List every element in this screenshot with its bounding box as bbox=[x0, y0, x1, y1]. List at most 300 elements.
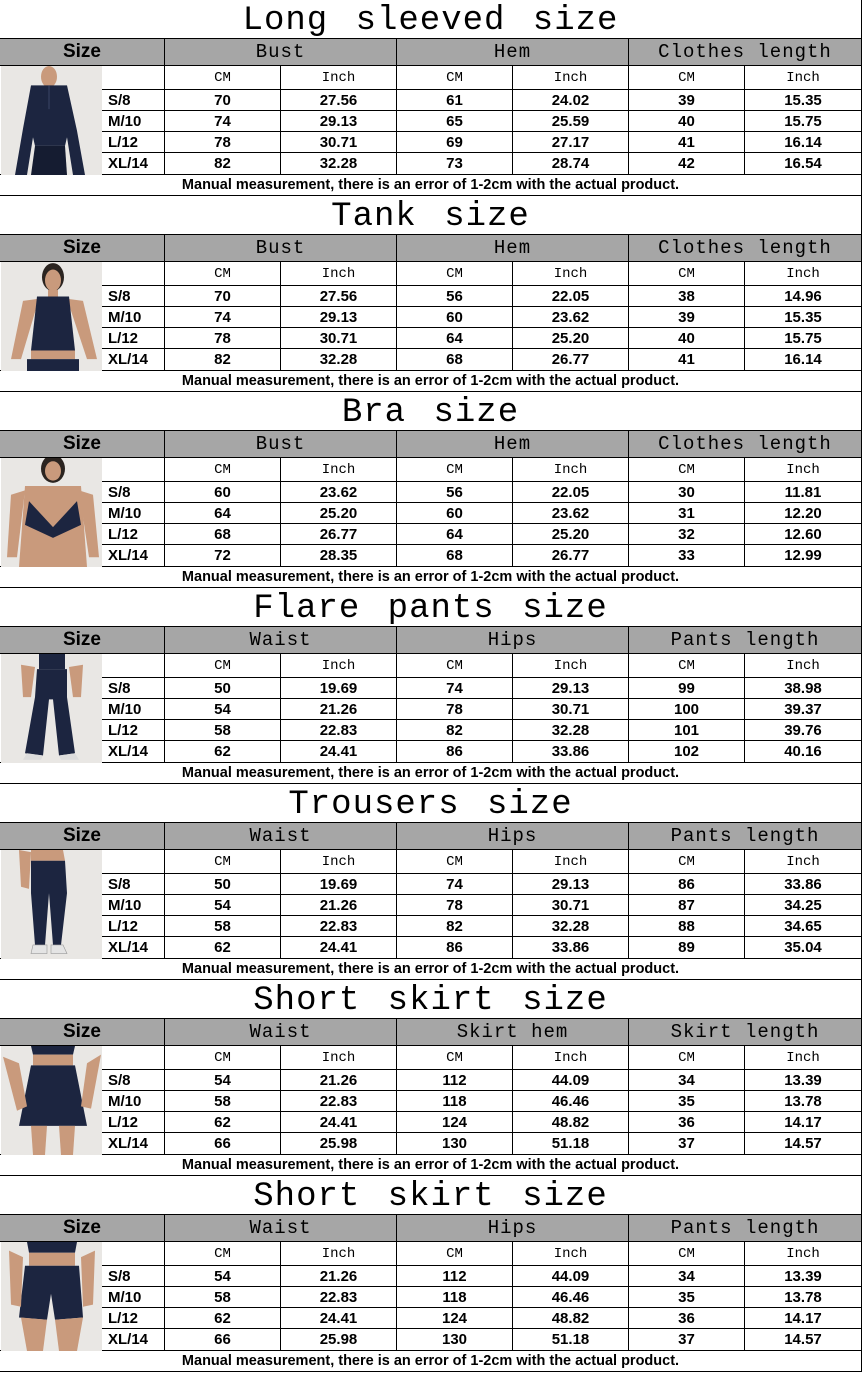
unit-header: CM bbox=[628, 457, 745, 482]
measurement-cell: 72 bbox=[164, 544, 281, 567]
measurement-cell: 34.65 bbox=[744, 915, 862, 937]
measurement-cell: 16.54 bbox=[744, 152, 862, 175]
size-cell: M/10 bbox=[101, 502, 165, 524]
measurement-note: Manual measurement, there is an error of 1-2cm with the actual product. bbox=[0, 958, 862, 980]
measurement-cell: 86 bbox=[628, 873, 745, 895]
measurement-cell: 30.71 bbox=[512, 698, 629, 720]
measurement-cell: 51.18 bbox=[512, 1132, 629, 1155]
unit-header: Inch bbox=[512, 1241, 629, 1266]
size-header: Size bbox=[0, 626, 165, 654]
measurement-cell: 25.20 bbox=[512, 327, 629, 349]
unit-header: Inch bbox=[744, 65, 862, 90]
unit-header: Inch bbox=[744, 261, 862, 286]
measurement-cell: 14.17 bbox=[744, 1307, 862, 1329]
measurement-cell: 34 bbox=[628, 1069, 745, 1091]
measurement-cell: 26.77 bbox=[512, 348, 629, 371]
measurement-cell: 25.98 bbox=[280, 1328, 397, 1351]
measurement-cell: 62 bbox=[164, 740, 281, 763]
size-cell: S/8 bbox=[101, 873, 165, 895]
size-cell: M/10 bbox=[101, 1090, 165, 1112]
measurement-cell: 27.56 bbox=[280, 89, 397, 111]
measurement-cell: 60 bbox=[396, 502, 513, 524]
measurement-cell: 58 bbox=[164, 1090, 281, 1112]
measurement-cell: 54 bbox=[164, 894, 281, 916]
tank-top-photo bbox=[1, 262, 102, 371]
size-cell: XL/14 bbox=[101, 152, 165, 175]
measurement-cell: 30.71 bbox=[512, 894, 629, 916]
measurement-cell: 60 bbox=[396, 306, 513, 328]
measurement-note: Manual measurement, there is an error of 1-2cm with the actual product. bbox=[0, 1154, 862, 1176]
size-cell-blank bbox=[101, 261, 165, 286]
measurement-cell: 35.04 bbox=[744, 936, 862, 959]
measurement-cell: 15.75 bbox=[744, 327, 862, 349]
measurement-cell: 78 bbox=[396, 894, 513, 916]
measurement-cell: 29.13 bbox=[512, 677, 629, 699]
unit-header: Inch bbox=[512, 849, 629, 874]
section-title: Short skirt size bbox=[0, 1175, 862, 1215]
measurement-cell: 25.59 bbox=[512, 110, 629, 132]
measurement-cell: 22.83 bbox=[280, 1286, 397, 1308]
unit-header: CM bbox=[628, 1045, 745, 1070]
measurement-cell: 29.13 bbox=[280, 306, 397, 328]
bra-photo bbox=[1, 458, 102, 567]
size-cell-blank bbox=[101, 65, 165, 90]
measurement-cell: 34 bbox=[628, 1265, 745, 1287]
measure-group-header: Clothes length bbox=[628, 430, 862, 458]
size-cell: XL/14 bbox=[101, 936, 165, 959]
measurement-cell: 74 bbox=[164, 110, 281, 132]
size-cell: XL/14 bbox=[101, 1328, 165, 1351]
size-header: Size bbox=[0, 1214, 165, 1242]
measure-group-header: Skirt hem bbox=[396, 1018, 629, 1046]
measurement-cell: 58 bbox=[164, 915, 281, 937]
measurement-cell: 12.60 bbox=[744, 523, 862, 545]
measurement-cell: 30.71 bbox=[280, 327, 397, 349]
measurement-cell: 33 bbox=[628, 544, 745, 567]
size-cell-blank bbox=[101, 457, 165, 482]
measurement-cell: 42 bbox=[628, 152, 745, 175]
measurement-cell: 61 bbox=[396, 89, 513, 111]
measurement-cell: 13.78 bbox=[744, 1286, 862, 1308]
measurement-cell: 54 bbox=[164, 698, 281, 720]
unit-header: Inch bbox=[744, 1045, 862, 1070]
unit-header: Inch bbox=[280, 1045, 397, 1070]
measurement-cell: 14.57 bbox=[744, 1132, 862, 1155]
measurement-cell: 30.71 bbox=[280, 131, 397, 153]
measurement-note: Manual measurement, there is an error of 1-2cm with the actual product. bbox=[0, 1350, 862, 1372]
measurement-cell: 68 bbox=[396, 544, 513, 567]
measurement-cell: 37 bbox=[628, 1132, 745, 1155]
size-table-section bbox=[0, 980, 862, 1176]
measurement-cell: 28.35 bbox=[280, 544, 397, 567]
flare-pants-photo bbox=[1, 654, 102, 763]
measurement-cell: 74 bbox=[164, 306, 281, 328]
unit-header: Inch bbox=[512, 1045, 629, 1070]
size-cell: M/10 bbox=[101, 110, 165, 132]
measurement-cell: 102 bbox=[628, 740, 745, 763]
measurement-cell: 12.99 bbox=[744, 544, 862, 567]
unit-header: Inch bbox=[744, 653, 862, 678]
measurement-cell: 34.25 bbox=[744, 894, 862, 916]
measurement-cell: 23.62 bbox=[512, 306, 629, 328]
measurement-cell: 15.35 bbox=[744, 89, 862, 111]
measure-group-header: Bust bbox=[164, 430, 397, 458]
size-cell: S/8 bbox=[101, 677, 165, 699]
measurement-cell: 14.17 bbox=[744, 1111, 862, 1133]
size-cell: M/10 bbox=[101, 894, 165, 916]
size-table-section bbox=[0, 196, 862, 392]
measurement-cell: 32.28 bbox=[280, 152, 397, 175]
size-table-section bbox=[0, 392, 862, 588]
size-cell: S/8 bbox=[101, 89, 165, 111]
measure-group-header: Hem bbox=[396, 234, 629, 262]
size-cell: L/12 bbox=[101, 523, 165, 545]
measurement-cell: 25.98 bbox=[280, 1132, 397, 1155]
unit-header: CM bbox=[164, 653, 281, 678]
measurement-cell: 70 bbox=[164, 285, 281, 307]
size-header: Size bbox=[0, 430, 165, 458]
measurement-cell: 56 bbox=[396, 285, 513, 307]
measurement-cell: 21.26 bbox=[280, 1265, 397, 1287]
measurement-cell: 44.09 bbox=[512, 1265, 629, 1287]
long-sleeve-top-photo bbox=[1, 66, 102, 175]
measurement-cell: 23.62 bbox=[280, 481, 397, 503]
measurement-cell: 39 bbox=[628, 89, 745, 111]
measurement-cell: 35 bbox=[628, 1090, 745, 1112]
measurement-cell: 68 bbox=[164, 523, 281, 545]
section-title: Long sleeved size bbox=[0, 0, 862, 39]
measurement-cell: 118 bbox=[396, 1286, 513, 1308]
measurement-cell: 62 bbox=[164, 1111, 281, 1133]
section-title: Bra size bbox=[0, 391, 862, 431]
measurement-cell: 70 bbox=[164, 89, 281, 111]
size-cell: L/12 bbox=[101, 1111, 165, 1133]
measurement-cell: 60 bbox=[164, 481, 281, 503]
measurement-cell: 112 bbox=[396, 1069, 513, 1091]
measurement-cell: 33.86 bbox=[512, 936, 629, 959]
measurement-cell: 89 bbox=[628, 936, 745, 959]
measurement-cell: 26.77 bbox=[280, 523, 397, 545]
size-table-section bbox=[0, 0, 862, 196]
measure-group-header: Hem bbox=[396, 430, 629, 458]
unit-header: Inch bbox=[280, 1241, 397, 1266]
unit-header: CM bbox=[628, 653, 745, 678]
measurement-cell: 66 bbox=[164, 1132, 281, 1155]
unit-header: Inch bbox=[512, 65, 629, 90]
measurement-cell: 24.41 bbox=[280, 1307, 397, 1329]
unit-header: CM bbox=[164, 457, 281, 482]
unit-header: CM bbox=[164, 261, 281, 286]
measurement-cell: 31 bbox=[628, 502, 745, 524]
short-skirt-photo bbox=[1, 1046, 102, 1155]
size-cell: L/12 bbox=[101, 719, 165, 741]
measurement-cell: 78 bbox=[164, 131, 281, 153]
measure-group-header: Bust bbox=[164, 38, 397, 66]
measurement-cell: 27.56 bbox=[280, 285, 397, 307]
measurement-cell: 32 bbox=[628, 523, 745, 545]
section-title: Flare pants size bbox=[0, 587, 862, 627]
measurement-cell: 54 bbox=[164, 1069, 281, 1091]
measurement-cell: 66 bbox=[164, 1328, 281, 1351]
measure-group-header: Pants length bbox=[628, 626, 862, 654]
measurement-cell: 28.74 bbox=[512, 152, 629, 175]
measurement-cell: 65 bbox=[396, 110, 513, 132]
shorts-photo bbox=[1, 1242, 102, 1351]
measurement-cell: 40.16 bbox=[744, 740, 862, 763]
measure-group-header: Hips bbox=[396, 822, 629, 850]
measurement-cell: 64 bbox=[396, 523, 513, 545]
measurement-cell: 22.83 bbox=[280, 719, 397, 741]
unit-header: Inch bbox=[280, 261, 397, 286]
measurement-cell: 112 bbox=[396, 1265, 513, 1287]
unit-header: Inch bbox=[280, 849, 397, 874]
unit-header: CM bbox=[164, 1241, 281, 1266]
measurement-cell: 68 bbox=[396, 348, 513, 371]
trousers-photo bbox=[1, 850, 102, 959]
measurement-cell: 13.39 bbox=[744, 1069, 862, 1091]
size-header: Size bbox=[0, 822, 165, 850]
unit-header: CM bbox=[396, 1241, 513, 1266]
unit-header: CM bbox=[396, 261, 513, 286]
measurement-cell: 32.28 bbox=[512, 915, 629, 937]
measurement-cell: 33.86 bbox=[744, 873, 862, 895]
measure-group-header: Waist bbox=[164, 822, 397, 850]
measurement-cell: 21.26 bbox=[280, 698, 397, 720]
size-header: Size bbox=[0, 1018, 165, 1046]
size-cell-blank bbox=[101, 1241, 165, 1266]
unit-header: CM bbox=[628, 849, 745, 874]
measure-group-header: Bust bbox=[164, 234, 397, 262]
measurement-cell: 58 bbox=[164, 719, 281, 741]
measurement-cell: 21.26 bbox=[280, 1069, 397, 1091]
measure-group-header: Waist bbox=[164, 1214, 397, 1242]
size-cell: M/10 bbox=[101, 306, 165, 328]
unit-header: CM bbox=[396, 457, 513, 482]
measurement-cell: 22.05 bbox=[512, 481, 629, 503]
measurement-cell: 86 bbox=[396, 740, 513, 763]
measurement-cell: 38.98 bbox=[744, 677, 862, 699]
unit-header: CM bbox=[396, 1045, 513, 1070]
size-cell-blank bbox=[101, 653, 165, 678]
measurement-cell: 19.69 bbox=[280, 677, 397, 699]
size-table-section bbox=[0, 784, 862, 980]
unit-header: Inch bbox=[280, 653, 397, 678]
size-cell: XL/14 bbox=[101, 348, 165, 371]
measurement-cell: 15.35 bbox=[744, 306, 862, 328]
measure-group-header: Clothes length bbox=[628, 38, 862, 66]
unit-header: Inch bbox=[744, 457, 862, 482]
section-title: Trousers size bbox=[0, 783, 862, 823]
unit-header: CM bbox=[628, 65, 745, 90]
measurement-cell: 50 bbox=[164, 873, 281, 895]
unit-header: Inch bbox=[744, 1241, 862, 1266]
measure-group-header: Hem bbox=[396, 38, 629, 66]
measurement-cell: 11.81 bbox=[744, 481, 862, 503]
size-header: Size bbox=[0, 234, 165, 262]
unit-header: CM bbox=[396, 65, 513, 90]
measurement-cell: 78 bbox=[396, 698, 513, 720]
size-cell: XL/14 bbox=[101, 544, 165, 567]
measurement-cell: 19.69 bbox=[280, 873, 397, 895]
measurement-cell: 39.76 bbox=[744, 719, 862, 741]
measurement-cell: 35 bbox=[628, 1286, 745, 1308]
measure-group-header: Waist bbox=[164, 1018, 397, 1046]
measure-group-header: Waist bbox=[164, 626, 397, 654]
unit-header: Inch bbox=[744, 849, 862, 874]
measurement-cell: 33.86 bbox=[512, 740, 629, 763]
measurement-cell: 22.83 bbox=[280, 915, 397, 937]
measurement-cell: 58 bbox=[164, 1286, 281, 1308]
measurement-cell: 99 bbox=[628, 677, 745, 699]
measurement-cell: 32.28 bbox=[280, 348, 397, 371]
measurement-cell: 64 bbox=[164, 502, 281, 524]
measure-group-header: Pants length bbox=[628, 1214, 862, 1242]
size-cell: S/8 bbox=[101, 481, 165, 503]
measurement-cell: 22.83 bbox=[280, 1090, 397, 1112]
measurement-cell: 39 bbox=[628, 306, 745, 328]
unit-header: Inch bbox=[512, 261, 629, 286]
measure-group-header: Hips bbox=[396, 626, 629, 654]
measurement-cell: 51.18 bbox=[512, 1328, 629, 1351]
unit-header: CM bbox=[164, 1045, 281, 1070]
measurement-cell: 15.75 bbox=[744, 110, 862, 132]
measurement-cell: 56 bbox=[396, 481, 513, 503]
measure-group-header: Skirt length bbox=[628, 1018, 862, 1046]
measurement-cell: 78 bbox=[164, 327, 281, 349]
size-cell: L/12 bbox=[101, 915, 165, 937]
measurement-cell: 13.78 bbox=[744, 1090, 862, 1112]
measurement-note: Manual measurement, there is an error of 1-2cm with the actual product. bbox=[0, 174, 862, 196]
measurement-cell: 41 bbox=[628, 131, 745, 153]
measurement-cell: 130 bbox=[396, 1328, 513, 1351]
size-table-section bbox=[0, 588, 862, 784]
measurement-cell: 23.62 bbox=[512, 502, 629, 524]
unit-header: CM bbox=[628, 261, 745, 286]
measurement-cell: 69 bbox=[396, 131, 513, 153]
measurement-cell: 73 bbox=[396, 152, 513, 175]
measurement-cell: 36 bbox=[628, 1307, 745, 1329]
measurement-cell: 50 bbox=[164, 677, 281, 699]
size-table-section bbox=[0, 1176, 862, 1372]
measurement-cell: 13.39 bbox=[744, 1265, 862, 1287]
section-title: Tank size bbox=[0, 195, 862, 235]
measure-group-header: Pants length bbox=[628, 822, 862, 850]
measurement-cell: 39.37 bbox=[744, 698, 862, 720]
size-cell: L/12 bbox=[101, 1307, 165, 1329]
measurement-cell: 82 bbox=[396, 719, 513, 741]
measurement-cell: 27.17 bbox=[512, 131, 629, 153]
measurement-cell: 22.05 bbox=[512, 285, 629, 307]
measurement-note: Manual measurement, there is an error of 1-2cm with the actual product. bbox=[0, 762, 862, 784]
measurement-cell: 32.28 bbox=[512, 719, 629, 741]
size-cell: XL/14 bbox=[101, 740, 165, 763]
unit-header: CM bbox=[164, 849, 281, 874]
measure-group-header: Hips bbox=[396, 1214, 629, 1242]
measurement-cell: 40 bbox=[628, 327, 745, 349]
measurement-cell: 82 bbox=[164, 348, 281, 371]
unit-header: Inch bbox=[280, 457, 397, 482]
size-cell-blank bbox=[101, 849, 165, 874]
measurement-cell: 64 bbox=[396, 327, 513, 349]
unit-header: Inch bbox=[280, 65, 397, 90]
measurement-cell: 21.26 bbox=[280, 894, 397, 916]
measurement-cell: 74 bbox=[396, 677, 513, 699]
measurement-cell: 30 bbox=[628, 481, 745, 503]
measurement-cell: 40 bbox=[628, 110, 745, 132]
size-cell: S/8 bbox=[101, 1265, 165, 1287]
measurement-cell: 29.13 bbox=[280, 110, 397, 132]
size-cell: M/10 bbox=[101, 698, 165, 720]
measurement-cell: 24.41 bbox=[280, 936, 397, 959]
measurement-note: Manual measurement, there is an error of 1-2cm with the actual product. bbox=[0, 370, 862, 392]
unit-header: Inch bbox=[512, 457, 629, 482]
measurement-cell: 16.14 bbox=[744, 348, 862, 371]
measurement-cell: 37 bbox=[628, 1328, 745, 1351]
measurement-cell: 25.20 bbox=[512, 523, 629, 545]
size-cell: L/12 bbox=[101, 327, 165, 349]
measurement-cell: 38 bbox=[628, 285, 745, 307]
measurement-cell: 36 bbox=[628, 1111, 745, 1133]
size-cell-blank bbox=[101, 1045, 165, 1070]
unit-header: CM bbox=[396, 653, 513, 678]
measure-group-header: Clothes length bbox=[628, 234, 862, 262]
measurement-cell: 88 bbox=[628, 915, 745, 937]
measurement-cell: 24.41 bbox=[280, 740, 397, 763]
measurement-cell: 44.09 bbox=[512, 1069, 629, 1091]
measurement-cell: 124 bbox=[396, 1307, 513, 1329]
measurement-cell: 14.96 bbox=[744, 285, 862, 307]
size-cell: L/12 bbox=[101, 131, 165, 153]
measurement-cell: 86 bbox=[396, 936, 513, 959]
measurement-cell: 82 bbox=[396, 915, 513, 937]
unit-header: CM bbox=[396, 849, 513, 874]
measurement-cell: 62 bbox=[164, 1307, 281, 1329]
measurement-cell: 12.20 bbox=[744, 502, 862, 524]
measurement-cell: 48.82 bbox=[512, 1111, 629, 1133]
measurement-cell: 26.77 bbox=[512, 544, 629, 567]
measurement-cell: 130 bbox=[396, 1132, 513, 1155]
measurement-cell: 62 bbox=[164, 936, 281, 959]
measurement-cell: 29.13 bbox=[512, 873, 629, 895]
size-header: Size bbox=[0, 38, 165, 66]
measurement-cell: 14.57 bbox=[744, 1328, 862, 1351]
measurement-cell: 41 bbox=[628, 348, 745, 371]
measurement-cell: 46.46 bbox=[512, 1090, 629, 1112]
measurement-cell: 100 bbox=[628, 698, 745, 720]
size-cell: XL/14 bbox=[101, 1132, 165, 1155]
size-cell: S/8 bbox=[101, 1069, 165, 1091]
unit-header: CM bbox=[628, 1241, 745, 1266]
measurement-cell: 24.02 bbox=[512, 89, 629, 111]
measurement-cell: 124 bbox=[396, 1111, 513, 1133]
unit-header: Inch bbox=[512, 653, 629, 678]
measurement-cell: 118 bbox=[396, 1090, 513, 1112]
measurement-cell: 87 bbox=[628, 894, 745, 916]
measurement-cell: 25.20 bbox=[280, 502, 397, 524]
measurement-cell: 24.41 bbox=[280, 1111, 397, 1133]
measurement-cell: 74 bbox=[396, 873, 513, 895]
measurement-cell: 46.46 bbox=[512, 1286, 629, 1308]
measurement-note: Manual measurement, there is an error of 1-2cm with the actual product. bbox=[0, 566, 862, 588]
measurement-cell: 101 bbox=[628, 719, 745, 741]
measurement-cell: 48.82 bbox=[512, 1307, 629, 1329]
unit-header: CM bbox=[164, 65, 281, 90]
size-cell: S/8 bbox=[101, 285, 165, 307]
section-title: Short skirt size bbox=[0, 979, 862, 1019]
size-cell: M/10 bbox=[101, 1286, 165, 1308]
measurement-cell: 82 bbox=[164, 152, 281, 175]
measurement-cell: 54 bbox=[164, 1265, 281, 1287]
